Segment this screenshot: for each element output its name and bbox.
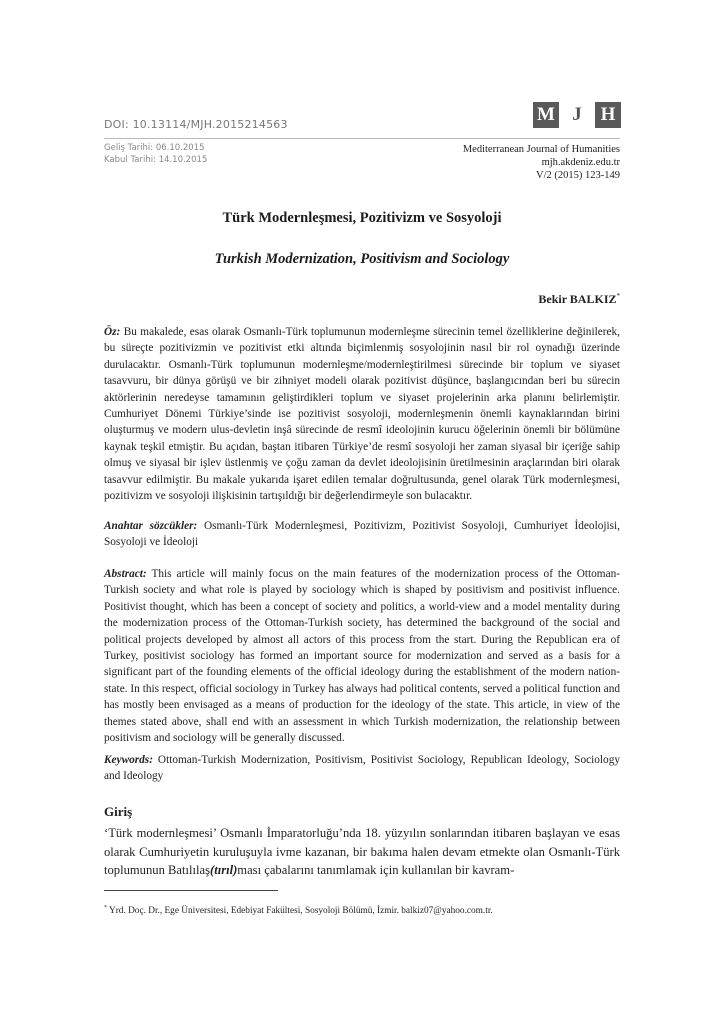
journal-info — [463, 143, 620, 182]
footnote-text: Yrd. Doç. Dr., Ege Üniversitesi, Edebiyat Fakültesi, Sosyoloji Bölümü, İzmir. balkiz07@yahoo.com.tr. — [108, 906, 493, 917]
intro-text-1: ‘Türk modernleşmesi’ Osmanlı İmparatorluğu’nda 18. yüzyılın sonlarından itibaren başlayan ve esas olarak Cumhuriyetin kuruluşuyla ivme kazanan, bir bakıma halen devam etmekte olan Osmanlı-Türk toplumunun Batılılaş — [104, 826, 620, 877]
abstract-en-text: This article will mainly focus on the main features of the modernization process of the Ottoman-Turkish society and what role is played by sociology which is shaped by positivism and positivist influence. Positivist thought, which has been a concept of society and politics, a world-view and a model mentality during the modernization process of the Ottoman-Turkish society, has determined the background of the social and political projects developed by almost all actors of this process from the start. During the Republican era of Turkey, positivist sociology has formed an important source for modernization and served as a basis for a significant part of the founding elements of the official ideology during the establishment of the modern nation-state. In this respect, official sociology in Turkey has always had political contents, served a political function and has mostly been envisaged as a means of production for the ideology of the state. This article, in view of the themes stated above, shall end with an assessment in which Turkish modernization, the relationship between positivism and sociology will be generally discussed. — [104, 568, 620, 745]
keywords-en-label: Keywords: — [104, 754, 153, 766]
logo-j: J — [572, 104, 582, 125]
doi: DOI: 10.13114/MJH.2015214563 — [104, 118, 288, 131]
author-name — [538, 292, 620, 307]
footnote — [104, 905, 493, 916]
abstract-tr-label: Öz: — [104, 326, 121, 338]
article-title-en: Turkish Modernization, Positivism and Sociology — [214, 251, 510, 267]
logo-h: H — [595, 102, 621, 128]
keywords-tr-label: Anahtar sözcükler: — [104, 520, 198, 532]
section-heading-intro: Giriş — [104, 804, 133, 819]
abstract-en — [104, 566, 620, 746]
footnote-mark: * — [104, 905, 107, 911]
submission-dates — [104, 142, 207, 166]
keywords-tr-text: Osmanlı-Türk Modernleşmesi, Pozitivizm, Pozitivist Sosyoloji, Cumhuriyet İdeolojisi, Sosyoloji ve İdeoloji — [104, 520, 620, 549]
footnote-divider — [104, 890, 278, 891]
abstract-tr — [104, 324, 620, 504]
keywords-tr — [104, 518, 620, 551]
intro-text-italic: (tırıl) — [210, 863, 238, 877]
intro-text-2: ması çabalarını tanımlamak için kullanılan bir kavram- — [237, 863, 515, 877]
accepted-date: Kabul Tarihi: 14.10.2015 — [104, 155, 208, 165]
journal-url: mjh.akdeniz.edu.tr — [541, 157, 620, 168]
logo-m: M — [533, 102, 559, 128]
intro-paragraph — [104, 824, 620, 880]
keywords-en — [104, 752, 620, 785]
journal-name: Mediterranean Journal of Humanities — [462, 144, 620, 155]
journal-logo — [533, 102, 621, 128]
author-name-text: Bekir BALKIZ — [538, 292, 617, 306]
header-divider — [104, 138, 620, 139]
abstract-en-label: Abstract: — [104, 568, 147, 580]
article-title-tr: Türk Modernleşmesi, Pozitivizm ve Sosyoloji — [222, 210, 502, 226]
abstract-tr-text: Bu makalede, esas olarak Osmanlı-Türk toplumunun modernleşme sürecinin temel özelliklerine değinilerek, bu süreçte pozitivizmin ve pozitivist etki altında biçimlenmiş sosyolojinin nasıl bir rol oynadığı üzerinde durulacaktır. Osmanlı-Türk toplumunun modernleşme/modernleştirilmesi sürecinde bir toplum ve siyaset tasavvuru, bir dünya görüşü ve bir zihniyet modeli olarak pozitivist düşünce, başlangıcından beri bu sürecin aktörlerinin neredeyse tamamının geliştirdikleri toplum ve siyaset projelerinin arka planını belirlemiştir. Cumhuriyet Dönemi Türkiye’sinde ise pozitivist sosyoloji, modernleşmenin önemli kaynaklarından birini oluşturmuş ve modern ulus-devletin inşâ sürecinde de resmî ideolojinin kurucu öğelerinin önemli bir bölümüne kaynak teşkil etmiştir. Bu açıdan, baştan itibaren Türkiye’de resmî sosyoloji her zaman siyasal bir içeriğe sahip olmuş ve siyasal bir işlev üstlenmiş ve çoğu zaman da devlet ideolojisinin üretilmesinin araçlarından biri olarak tasavvur edilmiştir. Bu makale yukarıda işaret edilen temalar doğrultusunda, genel olarak Türk modernleşmesi, pozitivizm ve sosyoloji ilişkisinin tartışıldığı bir değerlendirmeyle son bulacaktır. — [104, 326, 620, 503]
keywords-en-text: Ottoman-Turkish Modernization, Positivism, Positivist Sociology, Republican Ideology, Sociology and Ideology — [104, 754, 621, 783]
author-footnote-mark: * — [616, 292, 620, 300]
received-date: Geliş Tarihi: 06.10.2015 — [104, 143, 205, 153]
journal-volume: V/2 (2015) 123-149 — [536, 170, 620, 181]
